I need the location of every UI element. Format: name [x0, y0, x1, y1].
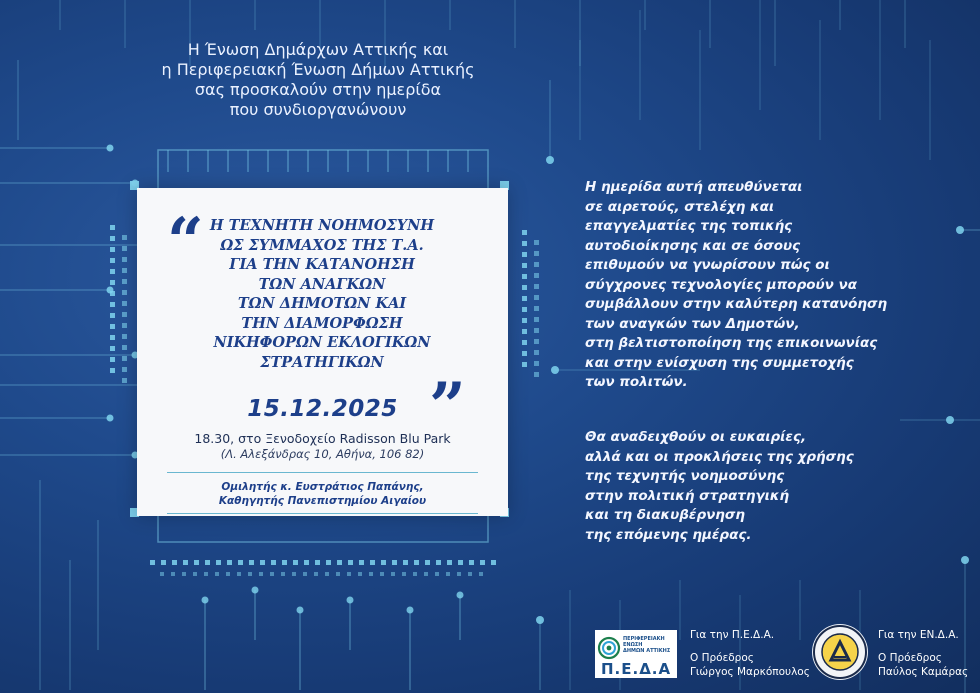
circuit-node	[107, 145, 114, 152]
description-line: της τεχνητής νοημοσύνης	[585, 468, 785, 484]
peda-logo-caption	[623, 636, 670, 654]
circuit-pad	[249, 560, 254, 565]
speaker-line: Ομιλητής κ. Ευστράτιος Παπάνης,	[221, 481, 424, 493]
circuit-pad	[480, 560, 485, 565]
circuit-pad	[380, 572, 384, 576]
circuit-pad	[237, 572, 241, 576]
circuit-pad	[413, 572, 417, 576]
circuit-pad	[414, 560, 419, 565]
circuit-pad	[110, 291, 115, 296]
circuit-pad	[110, 346, 115, 351]
intro-line: Η Ένωση Δημάρχων Αττικής και	[187, 40, 449, 59]
circuit-pad	[260, 560, 265, 565]
divider	[167, 472, 478, 473]
title-line: ΩΣ ΣΥΜΜΑΧΟΣ ΤΗΣ Τ.Α.	[220, 236, 424, 254]
speaker-info	[137, 480, 508, 508]
circuit-pad	[227, 560, 232, 565]
circuit-pad	[522, 263, 527, 268]
circuit-pad	[469, 560, 474, 565]
circuit-pad	[122, 312, 127, 317]
circuit-pad	[110, 236, 115, 241]
circuit-node	[457, 592, 464, 599]
title-line: ΣΤΡΑΤΗΓΙΚΩΝ	[260, 353, 384, 371]
circuit-pad	[522, 230, 527, 235]
event-card	[137, 188, 508, 516]
event-address: (Λ. Αλεξάνδρας 10, Αθήνα, 106 82)	[220, 447, 425, 461]
enda-signature	[878, 628, 968, 679]
circuit-pad	[248, 572, 252, 576]
peda-caption-line: ΠΕΡΙΦΕΡΕΙΑΚΗ	[623, 636, 665, 642]
circuit-pad	[122, 301, 127, 306]
circuit-pad	[122, 378, 127, 383]
description-line: συμβάλλουν στην καλύτερη κατανόηση	[585, 296, 888, 312]
circuit-pad	[122, 367, 127, 372]
circuit-pad	[122, 356, 127, 361]
circuit-pad	[150, 560, 155, 565]
circuit-pad	[534, 328, 539, 333]
circuit-pad	[522, 340, 527, 345]
title-line: ΤΩΝ ΑΝΑΓΚΩΝ	[258, 275, 386, 293]
circuit-pad	[271, 560, 276, 565]
circuit-node	[252, 587, 259, 594]
circuit-pad	[534, 262, 539, 267]
intro-line: η Περιφερειακή Ένωση Δήμων Αττικής	[161, 60, 475, 79]
enda-role: Ο Πρόεδρος	[878, 652, 942, 664]
circuit-pad	[110, 247, 115, 252]
circuit-pad	[303, 572, 307, 576]
title-line: ΝΙΚΗΦΟΡΩΝ ΕΚΛΟΓΙΚΩΝ	[213, 334, 431, 351]
circuit-pad	[161, 560, 166, 565]
circuit-pad	[534, 251, 539, 256]
circuit-pad	[491, 560, 496, 565]
circuit-pad	[447, 560, 452, 565]
circuit-pad	[182, 572, 186, 576]
circuit-pad	[347, 572, 351, 576]
circuit-pad	[435, 572, 439, 576]
intro-line: σας προσκαλούν στην ημερίδα	[194, 80, 442, 99]
circuit-pad	[522, 318, 527, 323]
circuit-pad	[326, 560, 331, 565]
divider	[167, 513, 478, 514]
circuit-pad	[522, 307, 527, 312]
circuit-pad	[337, 560, 342, 565]
intro-text	[118, 40, 518, 120]
circuit-pad	[122, 290, 127, 295]
circuit-pad	[446, 572, 450, 576]
description-line: επιθυμούν να γνωρίσουν πώς οι	[585, 257, 830, 273]
circuit-pad	[458, 560, 463, 565]
circuit-pad	[110, 280, 115, 285]
description-line: στην πολιτική στρατηγική	[585, 487, 790, 504]
circuit-pad	[171, 572, 175, 576]
peda-org: Για την Π.Ε.Δ.Α.	[690, 629, 775, 641]
circuit-pad	[122, 268, 127, 273]
description-line: των πολιτών.	[585, 374, 688, 390]
circuit-node	[347, 597, 354, 604]
event-date: 15.12.2025	[247, 396, 398, 422]
circuit-pad	[293, 560, 298, 565]
circuit-pad	[370, 560, 375, 565]
event-venue: 18.30, στο Ξενοδοχείο Radisson Blu Park	[194, 431, 451, 446]
circuit-pad	[522, 241, 527, 246]
circuit-pad	[238, 560, 243, 565]
circuit-pad	[110, 313, 115, 318]
circuit-pad	[534, 240, 539, 245]
description-line: Θα αναδειχθούν οι ευκαιρίες,	[585, 429, 807, 445]
circuit-node	[407, 607, 414, 614]
circuit-pad	[534, 273, 539, 278]
circuit-pad	[534, 372, 539, 377]
circuit-pad	[282, 560, 287, 565]
title-line: ΤΗΝ ΔΙΑΜΟΡΦΩΣΗ	[241, 314, 403, 332]
description-line: αλλά και οι προκλήσεις της χρήσης	[585, 448, 854, 465]
circuit-pad	[172, 560, 177, 565]
circuit-pad	[369, 572, 373, 576]
open-quote-icon: “	[167, 204, 204, 279]
description-line: των αναγκών των Δημοτών,	[585, 315, 800, 332]
circuit-pad	[304, 560, 309, 565]
circuit-pad	[110, 324, 115, 329]
circuit-pad	[292, 572, 296, 576]
title-line: Η ΤΕΧΝΗΤΗ ΝΟΗΜΟΣΥΝΗ	[209, 217, 435, 234]
peda-signature	[690, 628, 810, 679]
circuit-pad	[522, 296, 527, 301]
circuit-pad	[359, 560, 364, 565]
circuit-pad	[534, 361, 539, 366]
enda-org: Για την ΕΝ.Δ.Α.	[878, 629, 959, 641]
circuit-pad	[325, 572, 329, 576]
circuit-pad	[436, 560, 441, 565]
peda-logo	[595, 630, 677, 678]
circuit-pad	[534, 295, 539, 300]
circuit-pad	[160, 572, 164, 576]
circuit-pad	[183, 560, 188, 565]
circuit-pad	[110, 258, 115, 263]
circuit-pad	[534, 284, 539, 289]
circuit-pad	[522, 274, 527, 279]
circuit-pad	[122, 246, 127, 251]
peda-caption-line: ΔΗΜΩΝ ΑΤΤΙΚΗΣ	[623, 648, 671, 654]
circuit-pad	[122, 235, 127, 240]
description-line: Η ημερίδα αυτή απευθύνεται	[585, 179, 803, 195]
circuit-pad	[348, 560, 353, 565]
description-paragraph-1	[585, 178, 915, 393]
circuit-pad	[381, 560, 386, 565]
circuit-pad	[122, 257, 127, 262]
circuit-pad	[110, 225, 115, 230]
circuit-pad	[522, 351, 527, 356]
circuit-pad	[281, 572, 285, 576]
peda-caption-line: ΕΝΩΣΗ	[623, 642, 643, 648]
circuit-pad	[534, 339, 539, 344]
circuit-pad	[205, 560, 210, 565]
circuit-pad	[424, 572, 428, 576]
peda-name: Γιώργος Μαρκόπουλος	[690, 666, 810, 678]
description-line: σύγχρονες τεχνολογίες μπορούν να	[585, 276, 857, 293]
circuit-pad	[122, 323, 127, 328]
circuit-pad	[534, 306, 539, 311]
circuit-pad	[336, 572, 340, 576]
peda-role: Ο Πρόεδρος	[690, 652, 754, 664]
circuit-pad	[110, 269, 115, 274]
description-line: της επόμενης ημέρας.	[585, 526, 752, 543]
circuit-node	[202, 597, 209, 604]
description-line: και τη διακυβέρνηση	[585, 507, 746, 523]
description-paragraph-2	[585, 428, 915, 545]
circuit-pad	[204, 572, 208, 576]
enda-name: Παύλος Καμάρας	[878, 666, 969, 678]
circuit-pad	[122, 345, 127, 350]
circuit-pad	[122, 279, 127, 284]
circuit-pad	[110, 368, 115, 373]
close-quote-icon: ”	[429, 369, 466, 444]
circuit-pad	[403, 560, 408, 565]
circuit-pad	[110, 335, 115, 340]
description-line: αυτοδιοίκησης και σε όσους	[585, 237, 801, 254]
circuit-node	[107, 415, 114, 422]
description-line: επαγγελματίες της τοπικής	[585, 218, 793, 234]
circuit-pad	[315, 560, 320, 565]
circuit-pad	[270, 572, 274, 576]
circuit-pad	[479, 572, 483, 576]
enda-emblem-icon	[812, 624, 868, 680]
event-title	[177, 216, 467, 372]
circuit-pad	[522, 252, 527, 257]
circuit-pad	[425, 560, 430, 565]
intro-line: που συνδιοργανώνουν	[229, 100, 407, 119]
circuit-pad	[122, 334, 127, 339]
title-line: ΤΩΝ ΔΗΜΟΤΩΝ ΚΑΙ	[237, 295, 407, 312]
circuit-pad	[314, 572, 318, 576]
circuit-pad	[391, 572, 395, 576]
circuit-pad	[402, 572, 406, 576]
circuit-pad	[468, 572, 472, 576]
circuit-pad	[216, 560, 221, 565]
circuit-pad	[193, 572, 197, 576]
circuit-pad	[259, 572, 263, 576]
circuit-pad	[358, 572, 362, 576]
description-line: στη βελτιστοποίηση της επικοινωνίας	[585, 335, 878, 351]
speaker-line: Καθηγητής Πανεπιστημίου Αιγαίου	[218, 495, 427, 507]
circuit-pad	[534, 317, 539, 322]
circuit-pad	[215, 572, 219, 576]
circuit-pad	[534, 350, 539, 355]
title-line: ΓΙΑ ΤΗΝ ΚΑΤΑΝΟΗΣΗ	[229, 256, 415, 273]
peda-logo-text: Π.Ε.Δ.Α	[601, 660, 672, 678]
circuit-pad	[522, 362, 527, 367]
circuit-pad	[392, 560, 397, 565]
circuit-pad	[110, 302, 115, 307]
circuit-pad	[110, 357, 115, 362]
circuit-pad	[522, 285, 527, 290]
circuit-pad	[522, 329, 527, 334]
circuit-pad	[194, 560, 199, 565]
circuit-pad	[457, 572, 461, 576]
description-line: και στην ενίσχυση της συμμετοχής	[585, 354, 854, 371]
enda-logo	[812, 624, 868, 680]
description-line: σε αιρετούς, στελέχη και	[585, 198, 775, 215]
circuit-node	[297, 607, 304, 614]
circuit-pad	[226, 572, 230, 576]
